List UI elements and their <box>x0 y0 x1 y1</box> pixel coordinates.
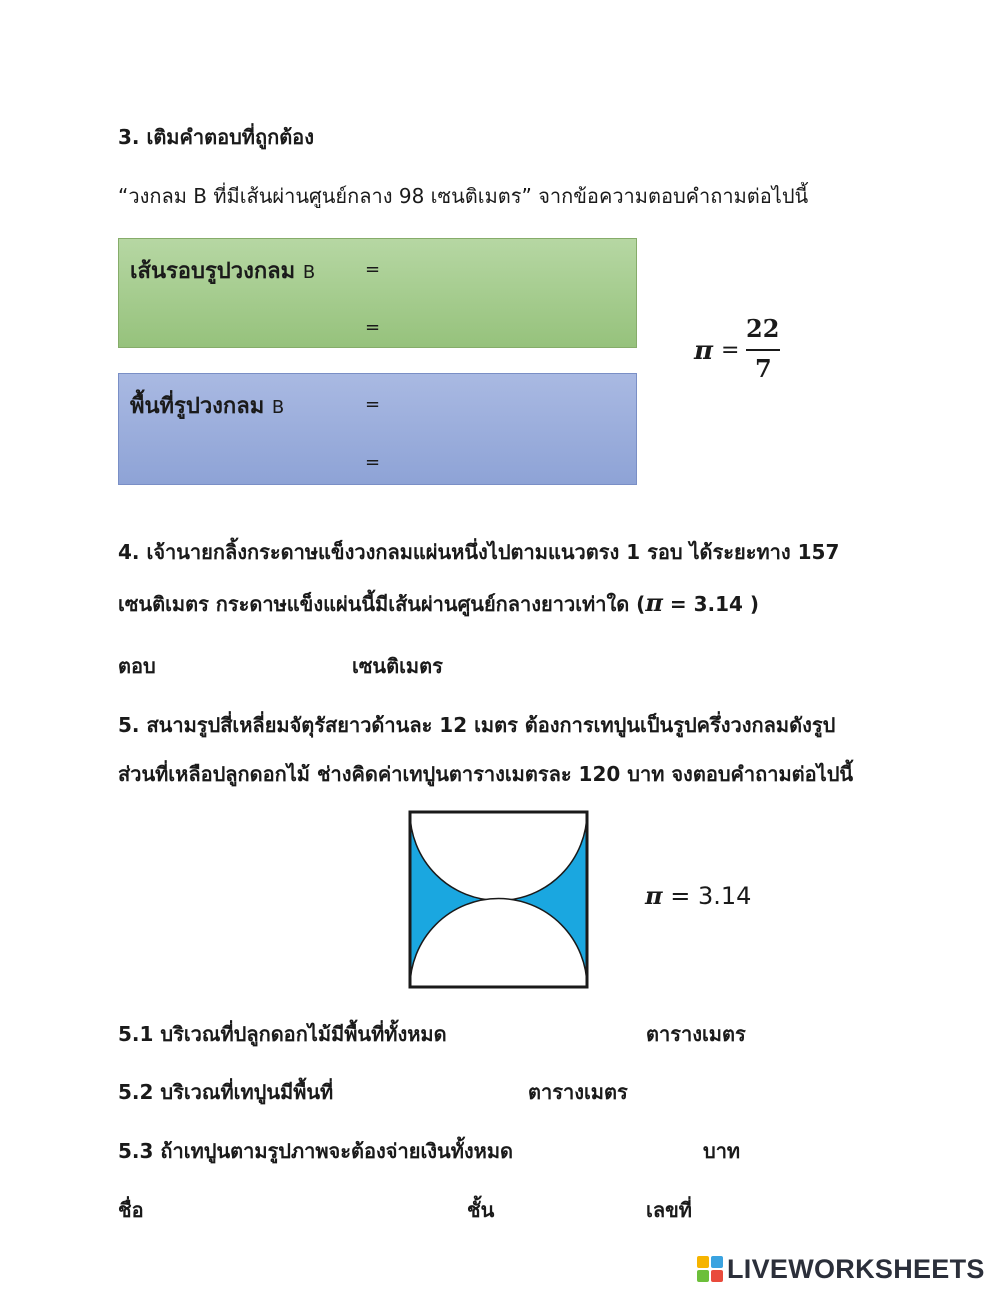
area-equals-2: = <box>365 452 381 473</box>
area-box <box>118 373 637 485</box>
q5-3-text: 5.3 ถ้าเทปูนตามรูปภาพจะต้องจ่ายเงินทั้งหมด <box>118 1139 514 1163</box>
circumference-label-sub: B <box>302 262 316 283</box>
area-label-sub: B <box>271 397 285 418</box>
q4-answer-unit: เซนติเมตร <box>352 654 443 678</box>
q4-line2 <box>118 589 759 618</box>
q5-2-unit: ตารางเมตร <box>528 1080 628 1104</box>
q4-pi-symbol: π <box>645 588 663 617</box>
area-equals-1: = <box>365 394 381 415</box>
logo-icon <box>697 1256 723 1282</box>
logo-square-3 <box>697 1270 709 1282</box>
logo-text: LIVEWORKSHEETS <box>727 1253 985 1284</box>
pi-numerator: 22 <box>746 314 780 343</box>
logo-square-1 <box>697 1256 709 1268</box>
logo-square-4 <box>711 1270 723 1282</box>
circumference-equals-1: = <box>365 259 381 280</box>
logo-square-2 <box>711 1256 723 1268</box>
circumference-label-text: เส้นรอบรูปวงกลม <box>130 259 296 284</box>
q5-pi-symbol: π <box>645 881 663 910</box>
circumference-box <box>118 238 637 348</box>
q4-pi-value: = 3.14 ) <box>662 592 760 616</box>
fraction-bar <box>746 349 780 351</box>
q3-prompt: “วงกลม B ที่มีเส้นผ่านศูนย์กลาง 98 เซนติเมตร” จากข้อความตอบคำถามต่อไปนี้ <box>118 184 809 208</box>
q4-line1: 4. เจ้านายกลิ้งกระดาษแข็งวงกลมแผ่นหนึ่งไปตามแนวตรง 1 รอบ ได้ระยะทาง 157 <box>118 540 840 564</box>
number-label: เลขที่ <box>646 1198 692 1222</box>
q5-line1: 5. สนามรูปสี่เหลี่ยมจัตุรัสยาวด้านละ 12 เมตร ต้องการเทปูนเป็นรูปครึ่งวงกลมดังรูป <box>118 713 836 737</box>
square-field-figure <box>406 809 596 991</box>
liveworksheets-logo[interactable] <box>697 1252 985 1286</box>
class-label: ชั้น <box>467 1198 495 1222</box>
name-label: ชื่อ <box>118 1198 144 1222</box>
pi-symbol: π <box>694 336 714 366</box>
q5-pi-value: = 3.14 <box>662 882 752 910</box>
q5-pi <box>645 882 751 910</box>
q3-heading: 3. เติมคำตอบที่ถูกต้อง <box>118 125 314 149</box>
area-label-text: พื้นที่รูปวงกลม <box>130 394 265 419</box>
q5-3-unit: บาท <box>703 1139 741 1163</box>
q5-1-unit: ตารางเมตร <box>646 1022 746 1046</box>
q5-line2: ส่วนที่เหลือปลูกดอกไม้ ช่างคิดค่าเทปูนตารางเมตรละ 120 บาท จงตอบคำถามต่อไปนี้ <box>118 762 854 786</box>
q5-1-text: 5.1 บริเวณที่ปลูกดอกไม้มีพื้นที่ทั้งหมด <box>118 1022 447 1046</box>
circumference-label <box>130 253 315 288</box>
area-label <box>130 388 284 423</box>
q4-answer-label: ตอบ <box>118 654 156 678</box>
pi-denominator: 7 <box>755 354 772 383</box>
q5-2-text: 5.2 บริเวณที่เทปูนมีพื้นที่ <box>118 1080 334 1104</box>
circumference-equals-2: = <box>365 317 381 338</box>
q4-line2-text: เซนติเมตร กระดาษแข็งแผ่นนี้มีเส้นผ่านศูนย์กลางยาวเท่าใด ( <box>118 592 646 616</box>
pi-fraction <box>694 316 794 386</box>
pi-fraction-equals: = <box>721 338 740 363</box>
